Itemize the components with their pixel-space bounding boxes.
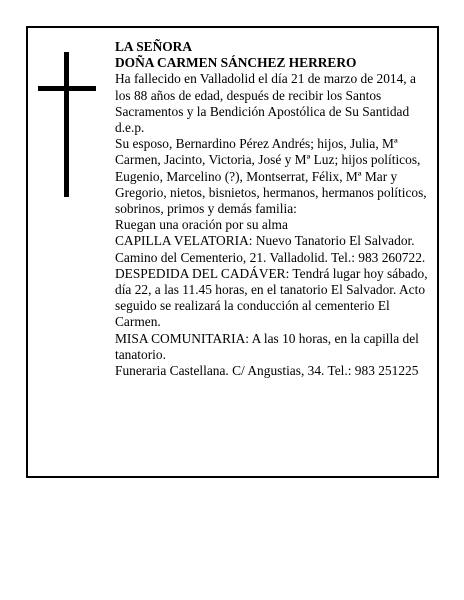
dep-text: d.e.p.	[115, 120, 145, 136]
funeral-home-info: Funeraria Castellana. C/ Angustias, 34. Tel.: 983 251225	[115, 363, 419, 379]
prayer-request: Ruegan una oración por su alma	[115, 217, 288, 233]
notice-title: LA SEÑORA	[115, 39, 193, 54]
mass-info: MISA COMUNITARIA: A las 10 horas, en la capilla del tanatorio.	[115, 330, 419, 362]
cross-vertical-bar	[64, 52, 69, 197]
farewell-info: DESPEDIDA DEL CADÁVER: Tendrá lugar hoy sábado, día 22, a las 11.45 horas, en el tanatorio El Salvador. Acto seguido se realizará la conducción al cementerio El Carmen.	[115, 265, 428, 330]
death-statement: Ha fallecido en Valladolid el día 21 de marzo de 2014, a los 88 años de edad, después de recibir los Santos Sacramentos y la Bendición Apostólica de Su Santidad	[115, 71, 416, 119]
cross-horizontal-bar	[38, 86, 96, 91]
chapel-info: CAPILLA VELATORIA: Nuevo Tanatorio El Salvador. Camino del Cementerio, 21. Valladolid. Tel.: 983 260722.	[115, 233, 426, 265]
obituary-text	[115, 39, 431, 379]
deceased-name: DOÑA CARMEN SÁNCHEZ HERRERO	[115, 55, 357, 71]
family-list: Su esposo, Bernardino Pérez Andrés; hijos, Julia, Mª Carmen, Jacinto, Victoria, José y Mª Luz; hijos políticos, Eugenio, Marcelino (?), Montserrat, Félix, Mª Mar y Gregorio, nietos, bisnietos, hermanos, hermanos políticos, sobrinos, primos y demás familia:	[115, 136, 427, 217]
